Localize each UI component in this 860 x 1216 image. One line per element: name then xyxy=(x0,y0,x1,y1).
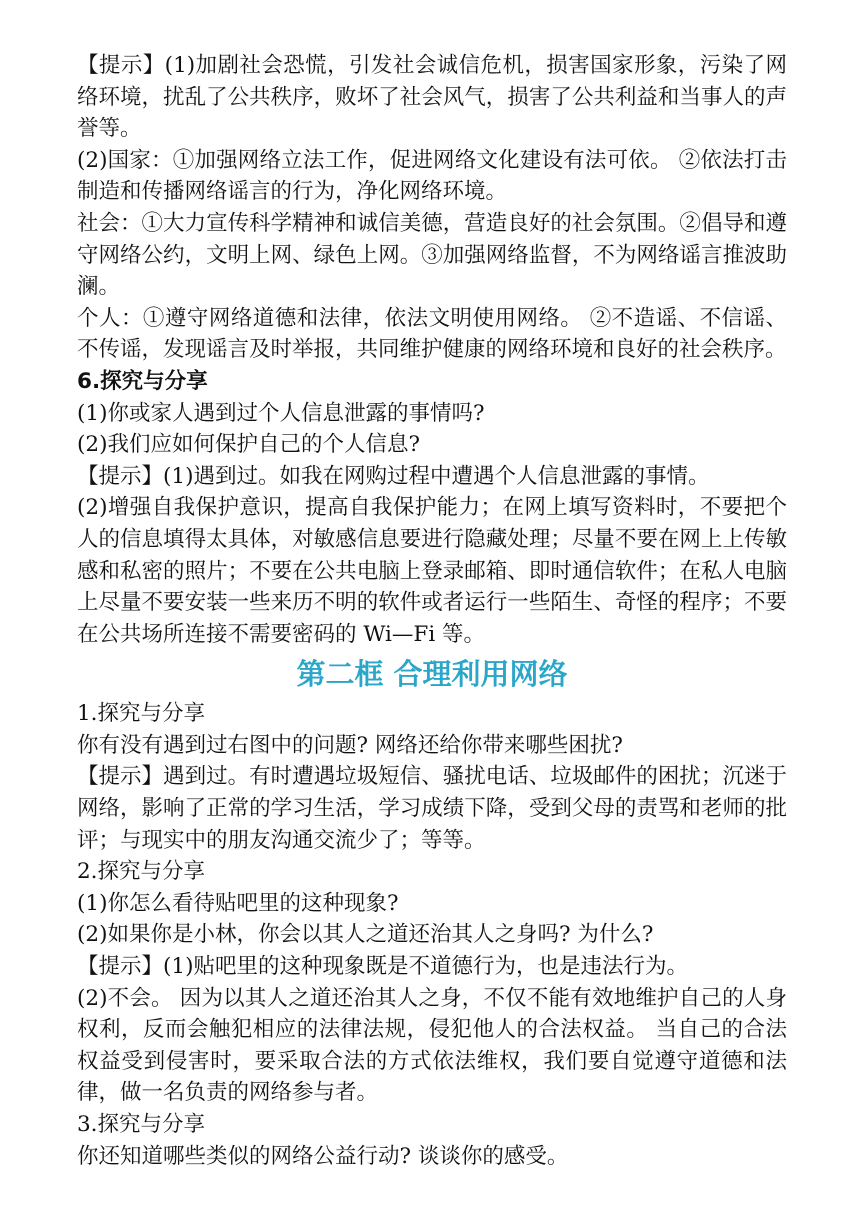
answer-paragraph: (2)国家：①加强网络立法工作，促进网络文化建设有法可依。 ②依法打击制造和传播网络谣言的行为，净化网络环境。 xyxy=(77,147,787,205)
question-paragraph: (2)我们应如何保护自己的个人信息? xyxy=(77,432,420,458)
tip-paragraph: 【提示】(1)遇到过。如我在网购过程中遭遇个人信息泄露的事情。 xyxy=(77,463,710,489)
answer-paragraph: 个人：①遵守网络道德和法律，依法文明使用网络。 ②不造谣、不信谣、不传谣，发现谣言及时举报，共同维护健康的网络环境和良好的社会秩序。 xyxy=(77,305,787,363)
subheading: 3.探究与分享 xyxy=(77,1112,206,1137)
question-paragraph: (1)你怎么看待贴吧里的这种现象? xyxy=(77,890,399,916)
subheading: 2.探究与分享 xyxy=(77,859,206,885)
section-title: 第二框 合理利用网络 xyxy=(296,657,568,692)
document-page xyxy=(77,50,787,1172)
tip-paragraph: 【提示】(1)加剧社会恐慌，引发社会诚信危机，损害国家形象，污染了网络环境，扰乱了公共秩序，败坏了社会风气，损害了公共利益和当事人的声誉等。 xyxy=(77,53,787,142)
answer-paragraph: 社会：①大力宣传科学精神和诚信美德，营造良好的社会氛围。②倡导和遵守网络公约，文明上网、绿色上网。③加强网络监督，不为网络谣言推波助澜。 xyxy=(77,210,787,300)
question-paragraph: (1)你或家人遇到过个人信息泄露的事情吗? xyxy=(77,400,485,426)
subheading: 1.探究与分享 xyxy=(77,701,206,727)
question-paragraph: (2)如果你是小林，你会以其人之道还治其人之身吗? 为什么? xyxy=(77,922,654,948)
tip-paragraph: 【提示】遇到过。有时遭遇垃圾短信、骚扰电话、垃圾邮件的困扰；沉迷于网络，影响了正常的学习生活，学习成绩下降，受到父母的责骂和老师的批评；与现实中的朋友沟通交流少了；等等。 xyxy=(77,764,787,853)
question-paragraph: 你还知道哪些类似的网络公益行动? 谈谈你的感受。 xyxy=(77,1143,569,1169)
answer-paragraph: (2)增强自我保护意识，提高自我保护能力；在网上填写资料时，不要把个人的信息填得太具体，对敏感信息要进行隐藏处理；尽量不要在网上上传敏感和私密的照片；不要在公共电脑上登录邮箱、即时通信软件；在私人电脑上尽量不要安装一些来历不明的软件或者运行一些陌生、奇怪的程序；不要在公共场所连接不需要密码的 Wi—Fi 等。 xyxy=(77,495,787,647)
section-heading: 6.探究与分享 xyxy=(77,368,208,394)
tip-paragraph: 【提示】(1)贴吧里的这种现象既是不道德行为，也是违法行为。 xyxy=(77,954,688,980)
answer-paragraph: (2)不会。 因为以其人之道还治其人之身，不仅不能有效地维护自己的人身权利，反而会触犯相应的法律法规，侵犯他人的合法权益。 当自己的合法权益受到侵害时，要采取合法的方式依法维权，我们要自觉遵守道德和法律，做一名负责的网络参与者。 xyxy=(77,985,787,1106)
question-paragraph: 你有没有遇到过右图中的问题? 网络还给你带来哪些困扰? xyxy=(77,732,623,758)
